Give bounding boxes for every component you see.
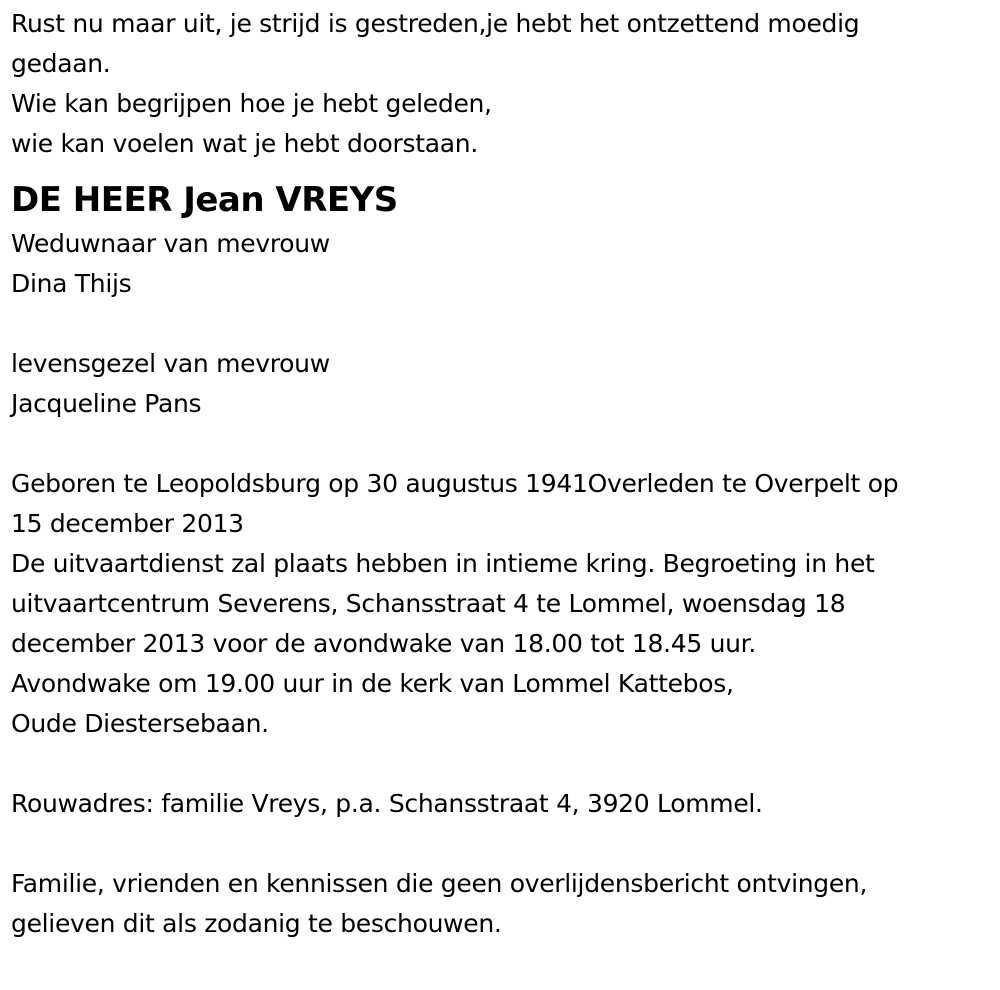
details-line: december 2013 voor de avondwake van 18.00 tot 18.45 uur.	[11, 629, 756, 658]
partner-block	[11, 344, 986, 424]
details-line: uitvaartcentrum Severens, Schansstraat 4 te Lommel, woensdag 18	[11, 589, 846, 618]
poem-line: wie kan voelen wat je hebt doorstaan.	[11, 129, 478, 158]
poem-line: Rust nu maar uit, je strijd is gestreden,je hebt het ontzettend moedig	[11, 9, 860, 38]
details-line: Geboren te Leopoldsburg op 30 augustus 1941Overleden te Overpelt op	[11, 469, 899, 498]
details-line: De uitvaartdienst zal plaats hebben in intieme kring. Begroeting in het	[11, 549, 875, 578]
mourning-address: Rouwadres: familie Vreys, p.a. Schansstraat 4, 3920 Lommel.	[11, 789, 763, 818]
spouse-block	[11, 224, 986, 304]
closing-line: Familie, vrienden en kennissen die geen overlijdensbericht ontvingen,	[11, 869, 868, 898]
closing-line: gelieven dit als zodanig te beschouwen.	[11, 909, 502, 938]
spouse-name: Dina Thijs	[11, 269, 132, 298]
poem-line: gedaan.	[11, 49, 111, 78]
spacer	[11, 424, 986, 464]
deceased-name: DE HEER Jean VREYS	[11, 180, 398, 220]
details-line: Avondwake om 19.00 uur in de kerk van Lommel Kattebos,	[11, 669, 734, 698]
poem-block	[11, 4, 986, 164]
details-block	[11, 464, 986, 744]
address-block	[11, 784, 986, 824]
poem-line: Wie kan begrijpen hoe je hebt geleden,	[11, 89, 492, 118]
partner-name: Jacqueline Pans	[11, 389, 202, 418]
obituary-notice	[11, 4, 986, 944]
details-line: Oude Diestersebaan.	[11, 709, 269, 738]
partner-relation: levensgezel van mevrouw	[11, 349, 330, 378]
spacer	[11, 304, 986, 344]
spacer	[11, 824, 986, 864]
spouse-relation: Weduwnaar van mevrouw	[11, 229, 330, 258]
details-line: 15 december 2013	[11, 509, 244, 538]
closing-block	[11, 864, 986, 944]
spacer	[11, 744, 986, 784]
